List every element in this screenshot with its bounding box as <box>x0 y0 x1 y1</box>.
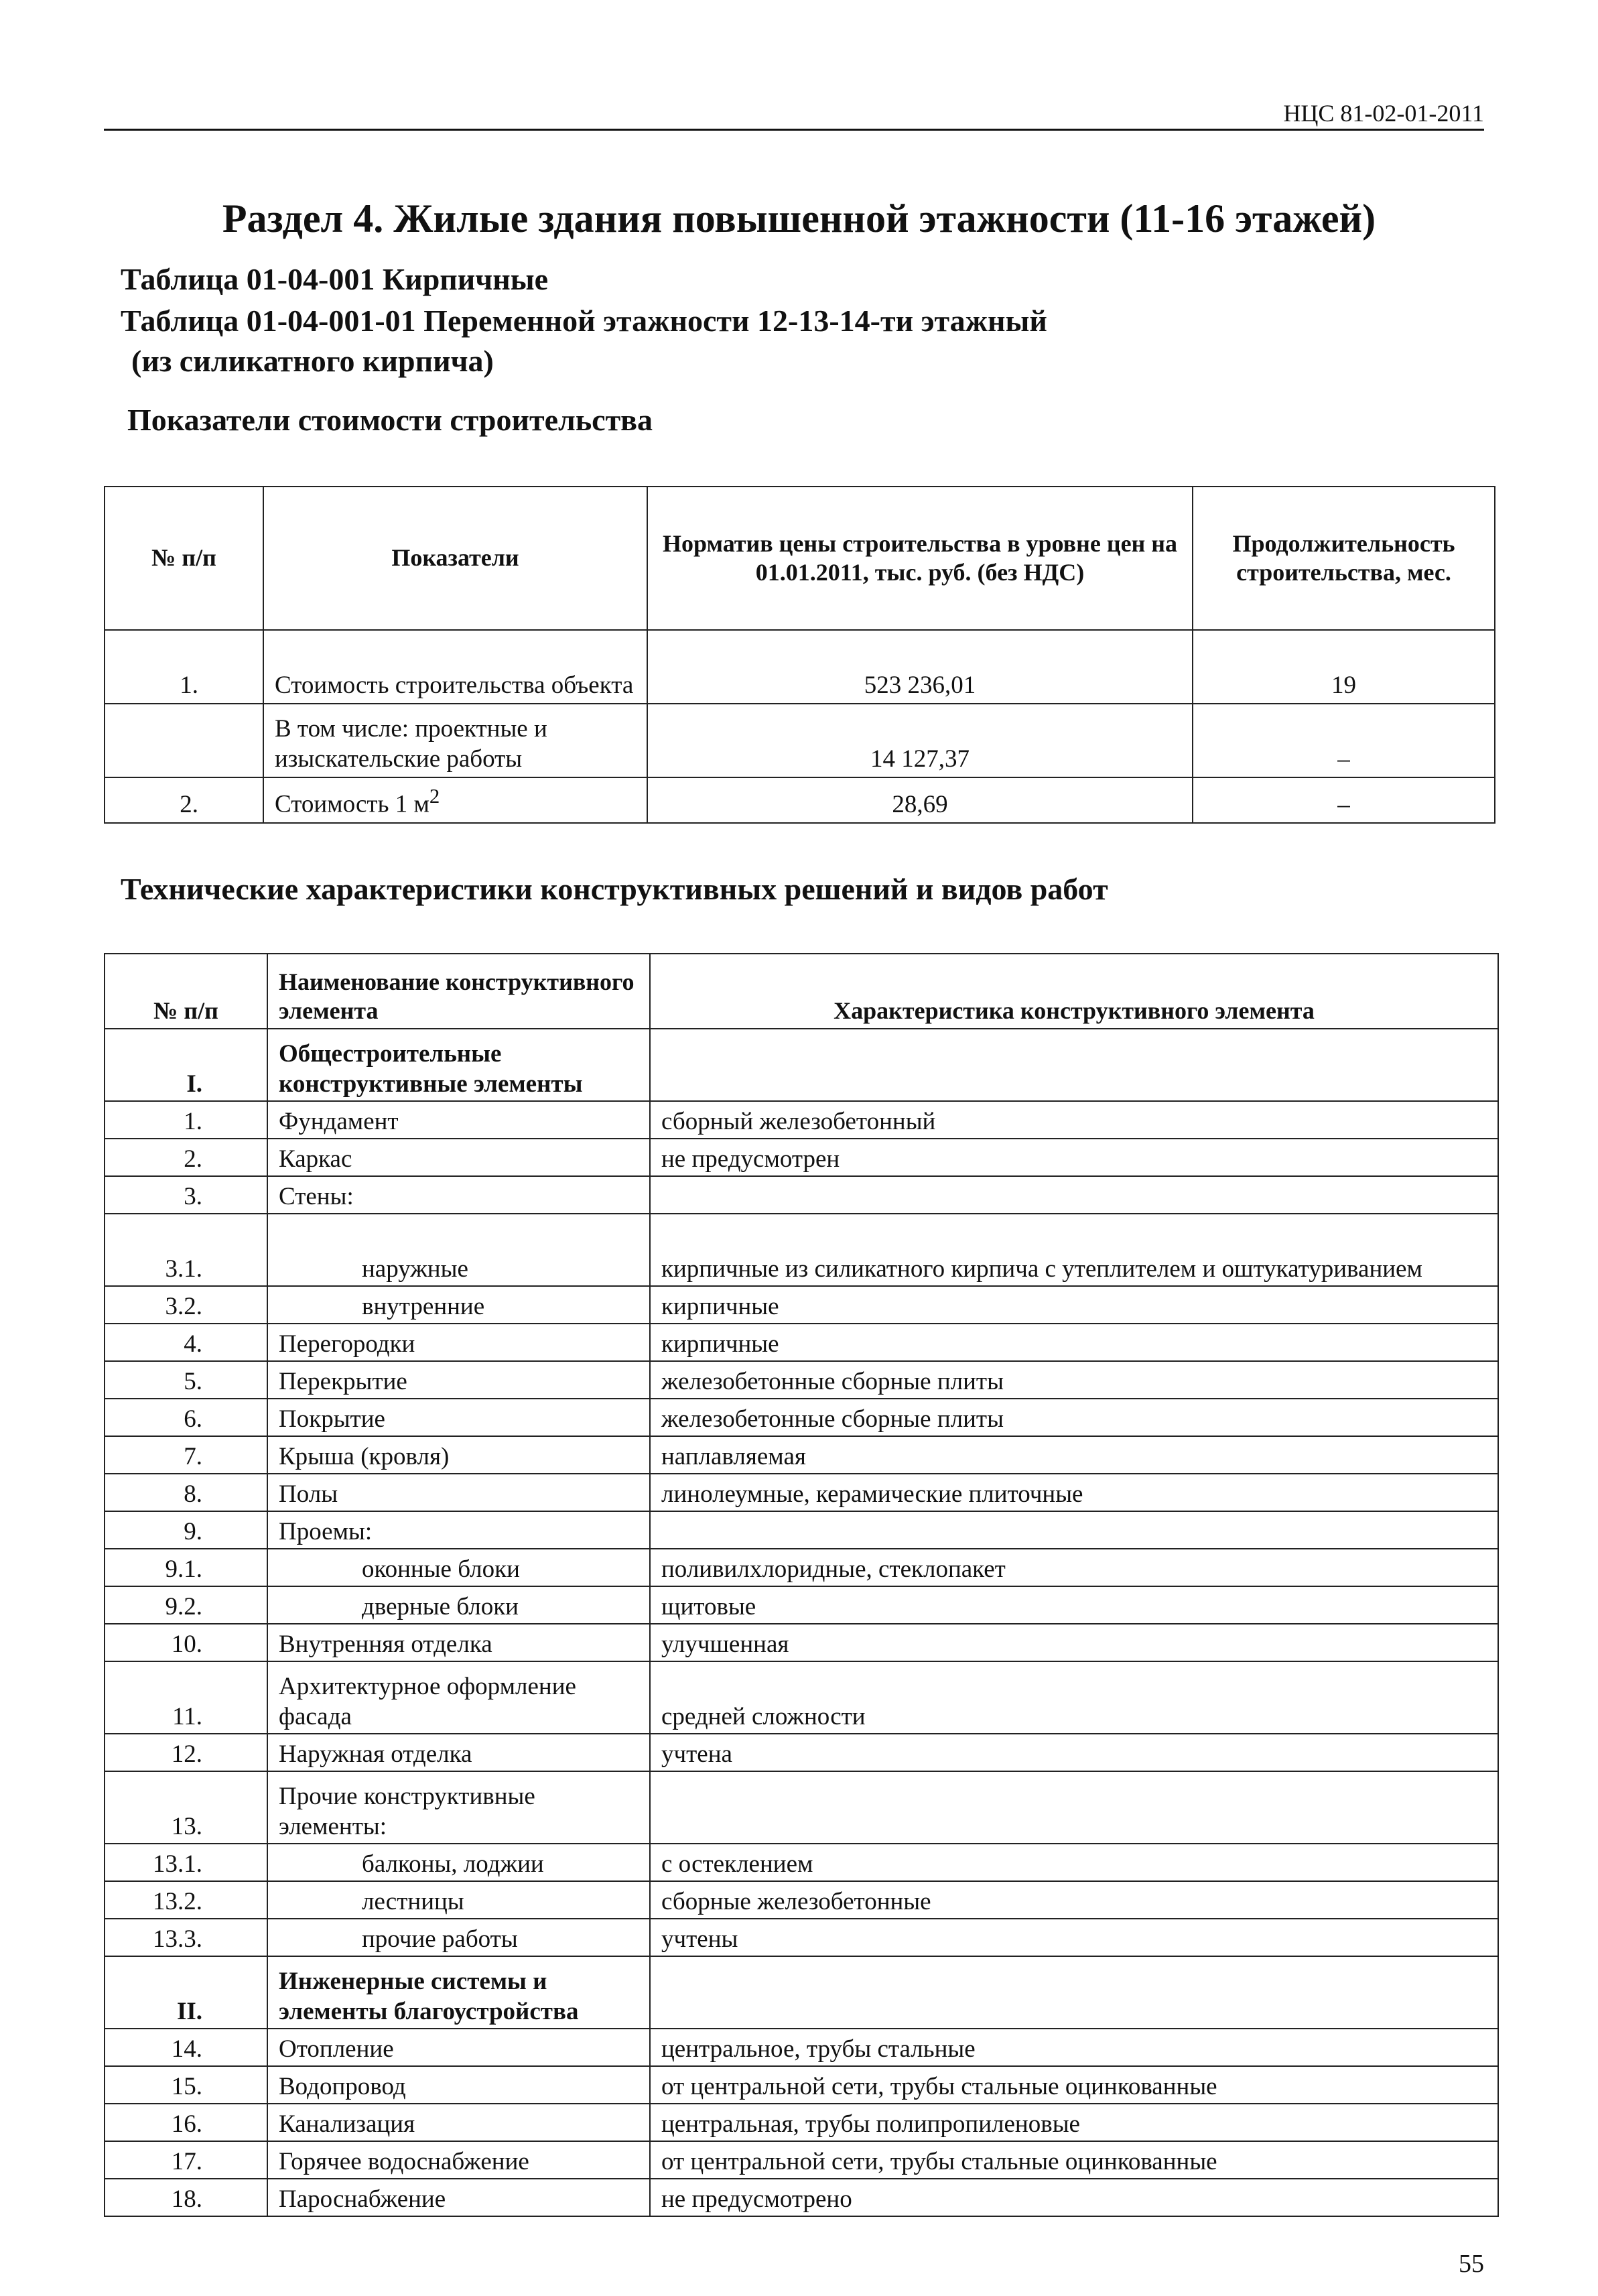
row-element-name: Проемы: <box>267 1511 650 1549</box>
row-characteristic: линолеумные, керамические плиточные <box>650 1474 1498 1511</box>
row-element-name: оконные блоки <box>267 1549 650 1586</box>
row-characteristic <box>650 1771 1498 1844</box>
table-row <box>105 1919 1498 1956</box>
row-value: 28,69 <box>647 777 1193 823</box>
row-element-name: Пароснабжение <box>267 2179 650 2216</box>
row-num: 1. <box>105 630 263 704</box>
row-indicator <box>263 777 647 823</box>
indicator-text: Стоимость 1 м <box>275 790 429 818</box>
row-num: 13. <box>105 1771 267 1844</box>
row-element-name: Водопровод <box>267 2066 650 2104</box>
row-element-name: Инженерные системы и элементы благоустройства <box>267 1956 650 2029</box>
row-characteristic <box>650 1956 1498 2029</box>
row-element-name: Прочие конструктивные элементы: <box>267 1771 650 1844</box>
table-row <box>105 1399 1498 1436</box>
tech-table-header <box>105 954 1498 1029</box>
row-characteristic: кирпичные <box>650 1286 1498 1324</box>
tech-table <box>104 953 1499 2217</box>
row-num: 3. <box>105 1176 267 1214</box>
row-element-name: лестницы <box>267 1881 650 1919</box>
table-row <box>105 1956 1498 2029</box>
row-characteristic: с остеклением <box>650 1844 1498 1881</box>
row-num: 4. <box>105 1324 267 1361</box>
table-row <box>105 1511 1498 1549</box>
row-element-name: Канализация <box>267 2104 650 2141</box>
row-element-name: Наружная отделка <box>267 1734 650 1771</box>
table-row <box>105 2141 1498 2179</box>
table-row <box>105 1361 1498 1399</box>
row-element-name: Стены: <box>267 1176 650 1214</box>
row-num: 1. <box>105 1101 267 1139</box>
table-row <box>105 1101 1498 1139</box>
table-row <box>105 630 1495 704</box>
table-subtitle: Таблица 01-04-001-01 Переменной этажности 12-13-14-ти этажный <box>121 304 1047 338</box>
row-characteristic: не предусмотрено <box>650 2179 1498 2216</box>
table-row <box>105 2066 1498 2104</box>
table-row <box>105 1586 1498 1624</box>
table-row <box>105 1139 1498 1176</box>
row-num: 9.1. <box>105 1549 267 1586</box>
row-element-name: Внутренняя отделка <box>267 1624 650 1661</box>
row-element-name: наружные <box>267 1214 650 1286</box>
table-row <box>105 1214 1498 1286</box>
row-num: II. <box>105 1956 267 2029</box>
table-row <box>105 1029 1498 1101</box>
cost-heading: Показатели стоимости строительства <box>127 403 653 437</box>
row-num: 2. <box>105 1139 267 1176</box>
row-characteristic: улучшенная <box>650 1624 1498 1661</box>
table-row <box>105 1881 1498 1919</box>
row-element-name: Фундамент <box>267 1101 650 1139</box>
row-element-name: Крыша (кровля) <box>267 1436 650 1474</box>
table-row <box>105 1324 1498 1361</box>
row-characteristic: не предусмотрен <box>650 1139 1498 1176</box>
row-characteristic: сборный железобетонный <box>650 1101 1498 1139</box>
row-duration: – <box>1193 777 1495 823</box>
tech-heading: Технические характеристики конструктивных решений и видов работ <box>121 872 1108 906</box>
row-element-name: дверные блоки <box>267 1586 650 1624</box>
superscript: 2 <box>429 785 440 808</box>
row-num: 13.2. <box>105 1881 267 1919</box>
row-num: 8. <box>105 1474 267 1511</box>
table-row <box>105 1549 1498 1586</box>
row-indicator: Стоимость строительства объекта <box>263 630 647 704</box>
row-characteristic <box>650 1511 1498 1549</box>
row-num: 13.1. <box>105 1844 267 1881</box>
table-row <box>105 1734 1498 1771</box>
row-characteristic: железобетонные сборные плиты <box>650 1361 1498 1399</box>
row-num: 15. <box>105 2066 267 2104</box>
table-row <box>105 1661 1498 1734</box>
table-row <box>105 1844 1498 1881</box>
table-title: Таблица 01-04-001 Кирпичные <box>121 262 549 296</box>
header-num: № п/п <box>105 487 263 630</box>
table-row <box>105 1474 1498 1511</box>
row-value: 14 127,37 <box>647 704 1193 777</box>
row-num: 11. <box>105 1661 267 1734</box>
cost-table <box>104 486 1495 824</box>
header-duration: Продолжительность строительства, мес. <box>1193 487 1495 630</box>
row-num: I. <box>105 1029 267 1101</box>
row-characteristic: учтена <box>650 1734 1498 1771</box>
row-characteristic: средней сложности <box>650 1661 1498 1734</box>
row-num: 7. <box>105 1436 267 1474</box>
row-element-name: Покрытие <box>267 1399 650 1436</box>
row-num: 14. <box>105 2029 267 2066</box>
table-row <box>105 1436 1498 1474</box>
row-characteristic: от центральной сети, трубы стальные оцинкованные <box>650 2066 1498 2104</box>
row-num: 2. <box>105 777 263 823</box>
row-num: 9.2. <box>105 1586 267 1624</box>
row-element-name: Общестроительные конструктивные элементы <box>267 1029 650 1101</box>
row-duration: 19 <box>1193 630 1495 704</box>
row-element-name: балконы, лоджии <box>267 1844 650 1881</box>
row-num <box>105 704 263 777</box>
row-characteristic: сборные железобетонные <box>650 1881 1498 1919</box>
row-num: 3.2. <box>105 1286 267 1324</box>
row-num: 5. <box>105 1361 267 1399</box>
header-name: Наименование конструктивного элемента <box>267 954 650 1029</box>
row-element-name: Перекрытие <box>267 1361 650 1399</box>
row-num: 17. <box>105 2141 267 2179</box>
row-element-name: Архитектурное оформление фасада <box>267 1661 650 1734</box>
header-characteristic: Характеристика конструктивного элемента <box>650 954 1498 1029</box>
table-row <box>105 2104 1498 2141</box>
row-characteristic: кирпичные <box>650 1324 1498 1361</box>
row-characteristic: центральное, трубы стальные <box>650 2029 1498 2066</box>
cost-table-header <box>105 487 1495 630</box>
row-num: 12. <box>105 1734 267 1771</box>
row-characteristic: поливилхлоридные, стеклопакет <box>650 1549 1498 1586</box>
row-characteristic: щитовые <box>650 1586 1498 1624</box>
row-element-name: Каркас <box>267 1139 650 1176</box>
header-rule <box>104 129 1484 131</box>
table-row <box>105 1771 1498 1844</box>
table-row <box>105 1624 1498 1661</box>
row-duration: – <box>1193 704 1495 777</box>
row-element-name: прочие работы <box>267 1919 650 1956</box>
table-row <box>105 777 1495 823</box>
row-num: 3.1. <box>105 1214 267 1286</box>
table-row <box>105 1176 1498 1214</box>
row-num: 9. <box>105 1511 267 1549</box>
row-characteristic: кирпичные из силикатного кирпича с утеплителем и оштукатуриванием <box>650 1214 1498 1286</box>
row-num: 16. <box>105 2104 267 2141</box>
row-num: 18. <box>105 2179 267 2216</box>
header-num: № п/п <box>105 954 267 1029</box>
row-characteristic: наплавляемая <box>650 1436 1498 1474</box>
table-row <box>105 1286 1498 1324</box>
row-characteristic: учтены <box>650 1919 1498 1956</box>
row-element-name: Перегородки <box>267 1324 650 1361</box>
row-num: 6. <box>105 1399 267 1436</box>
table-subtitle-note: (из силикатного кирпича) <box>131 344 494 378</box>
row-value: 523 236,01 <box>647 630 1193 704</box>
row-num: 10. <box>105 1624 267 1661</box>
table-row <box>105 2029 1498 2066</box>
table-row <box>105 704 1495 777</box>
row-num: 13.3. <box>105 1919 267 1956</box>
section-title: Раздел 4. Жилые здания повышенной этажности (11-16 этажей) <box>222 196 1376 241</box>
row-characteristic <box>650 1029 1498 1101</box>
table-row <box>105 2179 1498 2216</box>
row-element-name: Полы <box>267 1474 650 1511</box>
row-element-name: Отопление <box>267 2029 650 2066</box>
row-element-name: Горячее водоснабжение <box>267 2141 650 2179</box>
header-norm: Норматив цены строительства в уровне цен на 01.01.2011, тыс. руб. (без НДС) <box>647 487 1193 630</box>
row-characteristic: центральная, трубы полипропиленовые <box>650 2104 1498 2141</box>
row-characteristic <box>650 1176 1498 1214</box>
page-number: 55 <box>1459 2250 1484 2278</box>
row-characteristic: железобетонные сборные плиты <box>650 1399 1498 1436</box>
document-code: НЦС 81-02-01-2011 <box>1283 100 1484 127</box>
row-characteristic: от центральной сети, трубы стальные оцинкованные <box>650 2141 1498 2179</box>
row-indicator: В том числе: проектные и изыскательские работы <box>263 704 647 777</box>
row-element-name: внутренние <box>267 1286 650 1324</box>
header-indicator: Показатели <box>263 487 647 630</box>
